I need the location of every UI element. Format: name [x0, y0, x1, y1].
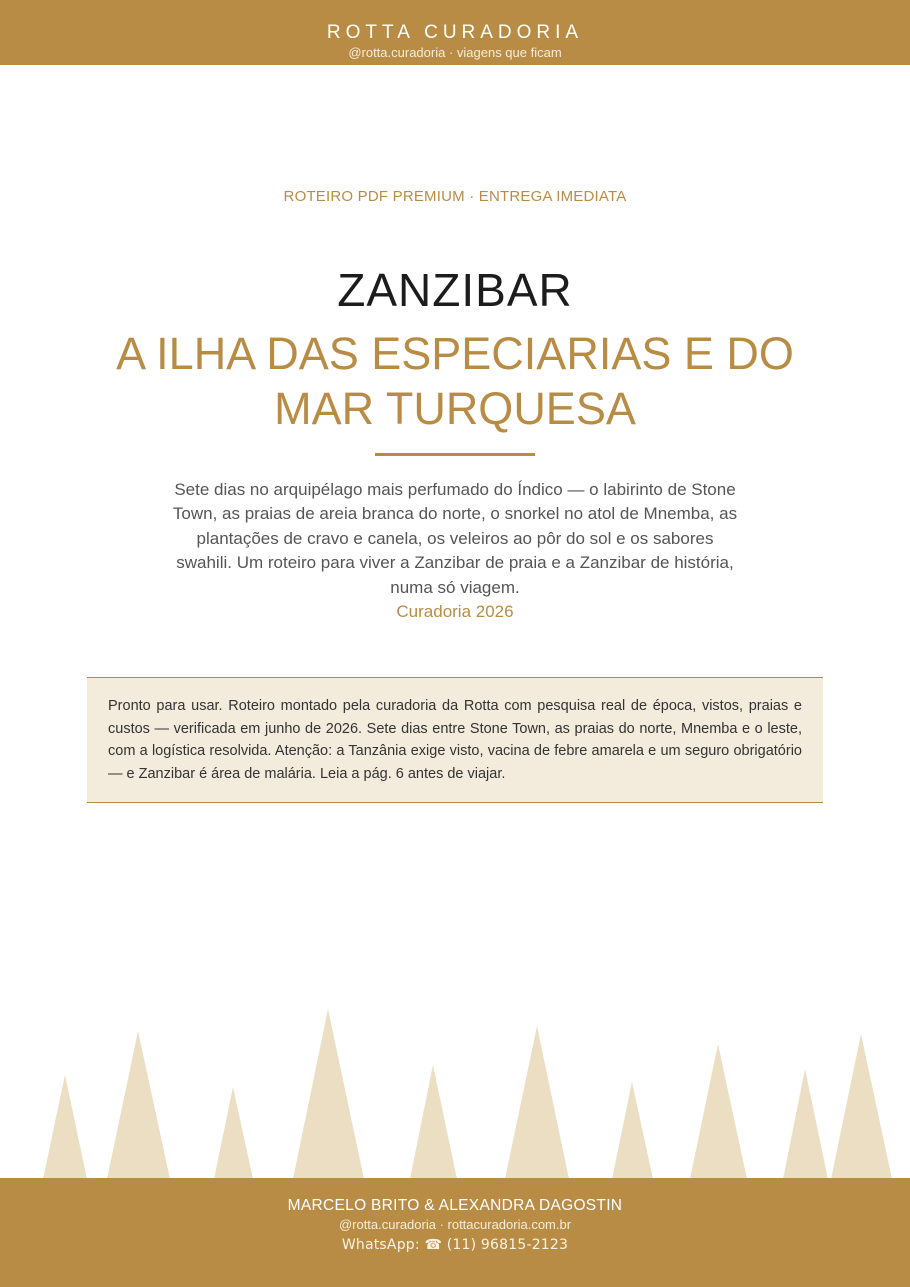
decor-triangle: [214, 1087, 253, 1179]
decor-triangle: [410, 1065, 457, 1179]
decor-triangle: [107, 1031, 170, 1179]
cover-title: ZANZIBAR: [337, 264, 573, 316]
title-divider: [375, 453, 535, 456]
authors: MARCELO BRITO & ALEXANDRA DAGOSTIN: [287, 1197, 623, 1214]
decor-triangle: [505, 1026, 569, 1179]
decor-triangle: [831, 1034, 892, 1179]
decorative-triangles: [0, 1000, 910, 1179]
cover-kicker: ROTEIRO PDF PREMIUM · ENTREGA IMEDIATA: [283, 188, 627, 205]
decor-triangle: [783, 1069, 828, 1179]
cover-subtitle: A ILHA DAS ESPECIARIAS E DO MAR TURQUESA: [116, 328, 794, 434]
brand-tagline: @rotta.curadoria · viagens que ficam: [348, 45, 562, 60]
notice-text: Pronto para usar. Roteiro montado pela curadoria da Rotta com pesquisa real de época, vistos, praias e custos — verificada em junho de 2026. Sete dias entre Stone Town, as praias do norte, Mnemba e o leste, com a logística resolvida. Atenção: a Tanzânia exige visto, vacina de febre amarela e um seguro obrigatório — e Zanzibar é área de malária. Leia a pág. 6 antes de viajar.: [108, 698, 802, 782]
decor-triangle: [690, 1044, 747, 1179]
decor-triangle: [293, 1009, 364, 1179]
cover-lead: Sete dias no arquipélago mais perfumado do Índico — o labirinto de Stone Town, as praias de areia branca do norte, o snorkel no atol de Mnemba, as plantações de cravo e canela, os veleiros ao pôr do sol e os sabores swahili. Um roteiro para viver a Zanzibar de praia e a Zanzibar de história, numa só viagem.: [172, 480, 738, 597]
decor-triangle: [612, 1082, 653, 1179]
whatsapp-contact: WhatsApp: ☎ (11) 96815-2123: [341, 1237, 569, 1253]
footer-bar: [0, 1178, 910, 1287]
brand-name: ROTTA CURADORIA: [326, 22, 584, 43]
edition-label: Curadoria 2026: [396, 602, 514, 621]
contact-links: @rotta.curadoria · rottacuradoria.com.br: [338, 1217, 572, 1232]
notice-box: [87, 677, 823, 803]
decor-triangle: [43, 1075, 87, 1179]
header-bar: [0, 0, 910, 65]
